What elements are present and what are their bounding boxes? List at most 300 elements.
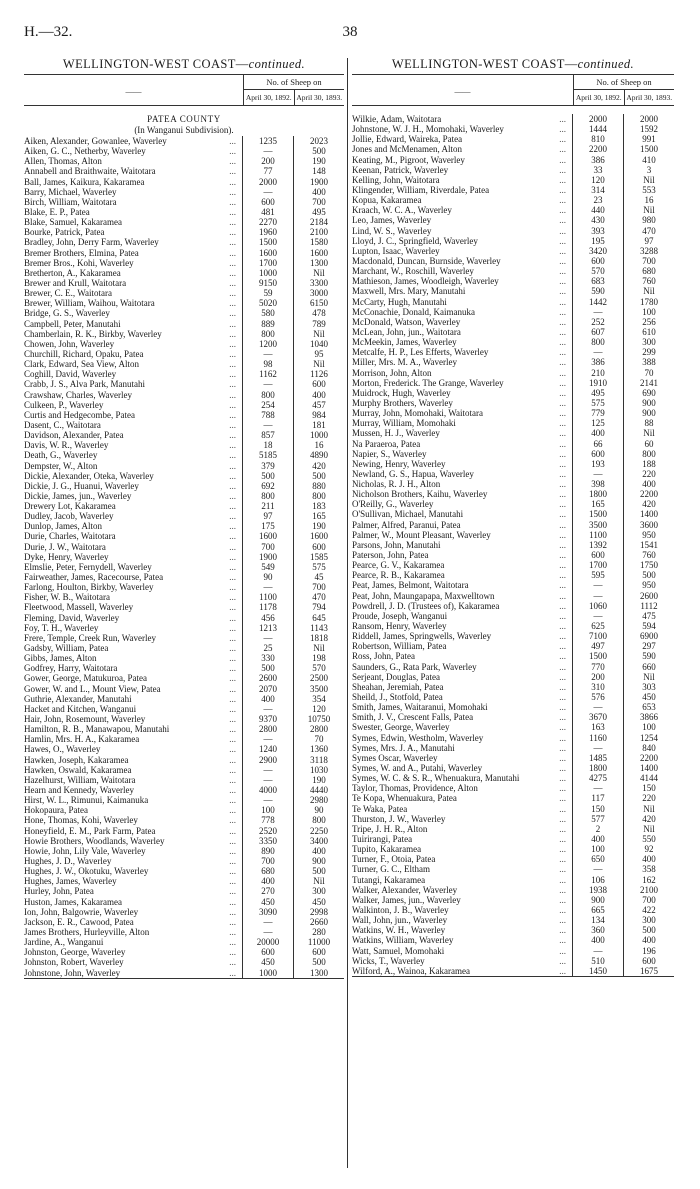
table-header <box>24 75 344 106</box>
table-row <box>352 702 674 712</box>
owner-name: Dasent, C., Waitotara ... <box>24 420 242 430</box>
sheep-1892: — <box>242 420 293 430</box>
sheep-1893: 148 <box>293 166 344 176</box>
owner-name: Bridge, G. S., Waverley ... <box>24 308 242 318</box>
table-row <box>24 521 344 531</box>
col-1893-header: April 30, 1893. <box>626 93 673 102</box>
sheep-1892: 270 <box>242 886 293 896</box>
table-row <box>352 783 674 793</box>
table-row <box>352 388 674 398</box>
sheep-1892: 2520 <box>242 826 293 836</box>
owner-name: Miller, Mrs. M. A., Waverley ... <box>352 357 572 367</box>
sheep-1893: Nil <box>293 643 344 653</box>
sheep-1892: 580 <box>242 308 293 318</box>
sheep-1892: 18 <box>242 440 293 450</box>
sheep-1893: 1600 <box>293 531 344 541</box>
table-row <box>24 947 344 957</box>
owner-name: Fleming, David, Waverley ... <box>24 613 242 623</box>
table-row <box>24 420 344 430</box>
sheep-1893: 700 <box>623 256 674 266</box>
sheep-1893: 1143 <box>293 623 344 633</box>
sheep-1893: 2141 <box>623 378 674 388</box>
sheep-1893: 70 <box>623 368 674 378</box>
table-row <box>24 450 344 460</box>
sheep-1893: 300 <box>623 337 674 347</box>
owner-name: Godfrey, Harry, Waitotara ... <box>24 663 242 673</box>
table-row <box>24 602 344 612</box>
table-row <box>24 390 344 400</box>
sheep-1892: — <box>572 307 623 317</box>
owner-name: Gadsby, William, Patea ... <box>24 643 242 653</box>
sheep-1893: 840 <box>623 743 674 753</box>
owner-name: Saunders, G., Rata Park, Waverley ... <box>352 662 572 672</box>
sheep-1892: 510 <box>572 956 623 966</box>
sheep-1892: 1060 <box>572 601 623 611</box>
sheep-1892: 549 <box>242 562 293 572</box>
table-row <box>352 205 674 215</box>
table-row <box>352 570 674 580</box>
owner-name: Jones and McMenamen, Alton ... <box>352 144 572 154</box>
table-row <box>24 633 344 643</box>
table-row <box>24 369 344 379</box>
table-row <box>352 337 674 347</box>
sheep-1892: 810 <box>572 134 623 144</box>
sheep-1892: 450 <box>242 957 293 967</box>
owner-name: Turner, G. C., Eltham ... <box>352 864 572 874</box>
table-row <box>24 897 344 907</box>
sheep-1892: — <box>242 927 293 937</box>
table-row <box>24 937 344 947</box>
sheep-1893: 1254 <box>623 733 674 743</box>
sheep-1892: 1800 <box>572 763 623 773</box>
sheep-1893: 2250 <box>293 826 344 836</box>
section-title: PATEA COUNTY <box>147 114 221 124</box>
sheep-1892: 163 <box>572 722 623 732</box>
sheep-1893: 3866 <box>623 712 674 722</box>
sheep-1892: 150 <box>572 804 623 814</box>
sheep-1892: 600 <box>572 256 623 266</box>
owner-name: Lind, W. S., Waverley ... <box>352 226 572 236</box>
owner-name: Tuirirangi, Patea ... <box>352 834 572 844</box>
table-row <box>352 773 674 783</box>
sheep-1892: 570 <box>572 266 623 276</box>
owner-name: Dickie, James, jun., Waverley ... <box>24 491 242 501</box>
group-header: No. of Sheep on <box>574 75 674 90</box>
owner-name: Paterson, John, Patea ... <box>352 550 572 560</box>
sheep-1893: 354 <box>293 694 344 704</box>
sheep-1893: 950 <box>623 530 674 540</box>
sheep-1892: — <box>572 591 623 601</box>
table-row <box>352 175 674 185</box>
owner-name: Maxwell, Mrs. Mary, Manutahi ... <box>352 286 572 296</box>
sheep-1892: 211 <box>242 501 293 511</box>
owner-name: Wicks, T., Waverley ... <box>352 956 572 966</box>
owner-name: Symes Oscar, Waverley ... <box>352 753 572 763</box>
table-row <box>352 925 674 935</box>
table-row <box>352 885 674 895</box>
owner-name: Walker, Alexander, Waverley ... <box>352 885 572 895</box>
table-row <box>24 795 344 805</box>
owner-name: Murray, John, Momohaki, Waitotara ... <box>352 408 572 418</box>
sheep-1892: 577 <box>572 814 623 824</box>
sheep-1892: 195 <box>572 236 623 246</box>
sheep-1893: 1541 <box>623 540 674 550</box>
sheep-1892: 9370 <box>242 714 293 724</box>
owner-name: Tupito, Kakaramea ... <box>352 844 572 854</box>
sheep-1892: 800 <box>572 337 623 347</box>
table-row <box>24 876 344 886</box>
table-row <box>352 398 674 408</box>
sheep-1892: 440 <box>572 205 623 215</box>
table-row <box>352 347 674 357</box>
table-row <box>352 814 674 824</box>
sheep-1893: 2100 <box>623 885 674 895</box>
sheep-1892: 680 <box>242 866 293 876</box>
sheep-1892: 125 <box>572 418 623 428</box>
owner-name: Dyke, Henry, Waverley ... <box>24 552 242 562</box>
sheep-1892: 1700 <box>572 560 623 570</box>
table-row <box>352 286 674 296</box>
sheep-1892: 1100 <box>242 592 293 602</box>
sheep-1892: 500 <box>242 471 293 481</box>
sheep-1893: 4144 <box>623 773 674 783</box>
sheep-1892: — <box>242 765 293 775</box>
owner-name: Johnston, Robert, Waverley ... <box>24 957 242 967</box>
owner-name: Napier, S., Waverley ... <box>352 449 572 459</box>
owner-name: Gower, George, Matukuroa, Patea ... <box>24 673 242 683</box>
owner-name: Hone, Thomas, Kohi, Waverley ... <box>24 815 242 825</box>
sheep-1892: 3420 <box>572 246 623 256</box>
owner-name: Nicholson Brothers, Kaihu, Waverley ... <box>352 489 572 499</box>
owner-name: Lloyd, J. C., Springfield, Waverley ... <box>352 236 572 246</box>
sheep-1893: 2200 <box>623 489 674 499</box>
sheep-1892: 400 <box>572 428 623 438</box>
sheep-1893: 300 <box>623 915 674 925</box>
sheep-1892: 2 <box>572 824 623 834</box>
sheep-1893: 600 <box>623 956 674 966</box>
owner-name: Fleetwood, Massell, Waverley ... <box>24 602 242 612</box>
sheep-1892: 4000 <box>242 785 293 795</box>
sheep-1892: 1500 <box>242 237 293 247</box>
owner-name: Klingender, William, Riverdale, Patea ... <box>352 185 572 195</box>
column-title: WELLINGTON-WEST COAST—continued. <box>62 57 306 71</box>
owner-name: Hamlin, Mrs. H. A., Kakaramea ... <box>24 734 242 744</box>
table-row <box>352 520 674 530</box>
table-row <box>24 957 344 967</box>
table-row <box>352 915 674 925</box>
sheep-1892: 90 <box>242 572 293 582</box>
sheep-1893: 162 <box>623 875 674 885</box>
table-row <box>24 400 344 410</box>
sheep-1893: Nil <box>293 359 344 369</box>
owner-name: Walker, James, jun., Waverley ... <box>352 895 572 905</box>
sheep-1892: 97 <box>242 511 293 521</box>
sheep-1893: 10750 <box>293 714 344 724</box>
sheep-1893: 220 <box>623 469 674 479</box>
owner-name: Morton, Frederick. The Grange, Waverley ... <box>352 378 572 388</box>
table-row <box>352 946 674 956</box>
owner-name: Davidson, Alexander, Patea ... <box>24 430 242 440</box>
table-row <box>352 834 674 844</box>
table-row <box>352 854 674 864</box>
sheep-1892: — <box>242 146 293 156</box>
sheep-1892: — <box>242 917 293 927</box>
owner-name: Johnston, George, Waverley ... <box>24 947 242 957</box>
table-row <box>352 621 674 631</box>
owner-name: Nicholas, R. J. H., Alton ... <box>352 479 572 489</box>
table-row <box>352 266 674 276</box>
sheep-1893: 500 <box>293 471 344 481</box>
owner-name: Dempster, W., Alton ... <box>24 461 242 471</box>
table-row <box>352 185 674 195</box>
sheep-1893: 2660 <box>293 917 344 927</box>
sheep-1893: 2200 <box>623 753 674 763</box>
owner-name: Palmer, Alfred, Paranui, Patea ... <box>352 520 572 530</box>
owner-name: Blake, E. P., Patea ... <box>24 207 242 217</box>
sheep-1893: 700 <box>623 895 674 905</box>
owner-name: Symes, W. C. & S. R., Whenuakura, Manutahi ... <box>352 773 572 783</box>
owner-name: Kraach, W. C. A., Waverley ... <box>352 205 572 215</box>
table-row <box>352 307 674 317</box>
sheep-1893: 590 <box>623 651 674 661</box>
table-row <box>352 357 674 367</box>
sheep-1892: 1100 <box>572 530 623 540</box>
sheep-1893: 420 <box>623 814 674 824</box>
owner-name: Hughes, J. W., Okotuku, Waverley ... <box>24 866 242 876</box>
sheep-1892: 20000 <box>242 937 293 947</box>
sheep-1893: 280 <box>293 927 344 937</box>
sheep-1892: 1162 <box>242 369 293 379</box>
sheep-1893: 6900 <box>623 631 674 641</box>
table-row <box>352 428 674 438</box>
sheep-1892: 386 <box>572 357 623 367</box>
sheep-1893: 1400 <box>623 763 674 773</box>
sheep-1892: 3350 <box>242 836 293 846</box>
sheep-1893: 2000 <box>623 114 674 124</box>
sheep-1892: 120 <box>572 175 623 185</box>
table-row <box>352 418 674 428</box>
sheep-1892: — <box>242 633 293 643</box>
sheep-1893: 1580 <box>293 237 344 247</box>
sheep-1892: 889 <box>242 319 293 329</box>
sheep-1893: 645 <box>293 613 344 623</box>
sheep-1892: — <box>572 347 623 357</box>
table-row <box>24 319 344 329</box>
owner-name: Farlong, Houlton, Birkby, Waverley ... <box>24 582 242 592</box>
sheep-1893: 400 <box>293 187 344 197</box>
sheep-1892: 1444 <box>572 124 623 134</box>
sheep-1892: 3500 <box>572 520 623 530</box>
sheep-1892: 1600 <box>242 248 293 258</box>
sheep-1892: 25 <box>242 643 293 653</box>
sheep-1892: 890 <box>242 846 293 856</box>
sheep-1893: 190 <box>293 156 344 166</box>
table-row <box>24 542 344 552</box>
sheep-1893: 3500 <box>293 684 344 694</box>
owner-name: McMeekin, James, Waverley ... <box>352 337 572 347</box>
owner-name: Sheahan, Jeremiah, Patea ... <box>352 682 572 692</box>
table-row <box>24 653 344 663</box>
sheep-1892: 310 <box>572 682 623 692</box>
sheep-1892: 1500 <box>572 509 623 519</box>
sheep-1893: 3600 <box>623 520 674 530</box>
sheep-1892: — <box>572 783 623 793</box>
sheep-1892: 1200 <box>242 339 293 349</box>
sheep-1892: 106 <box>572 875 623 885</box>
table-row <box>24 339 344 349</box>
table-row <box>24 288 344 298</box>
owner-name: Dunlop, James, Alton ... <box>24 521 242 531</box>
sheep-1892: 400 <box>242 876 293 886</box>
table-row <box>352 712 674 722</box>
table-row <box>24 156 344 166</box>
owner-name: Smith, James, Waitaranui, Momohaki ... <box>352 702 572 712</box>
table-row <box>24 349 344 359</box>
sheep-1893: 1300 <box>293 258 344 268</box>
table-row <box>24 197 344 207</box>
sheep-1893: 610 <box>623 327 674 337</box>
sheep-1893: 3300 <box>293 278 344 288</box>
sheep-1892: 800 <box>242 390 293 400</box>
page-header <box>24 24 676 44</box>
owner-name: Chowen, John, Waverley ... <box>24 339 242 349</box>
sheep-1893: 475 <box>623 611 674 621</box>
owner-name: Tutangi, Kakaramea ... <box>352 875 572 885</box>
owner-name: Coghill, David, Waverley ... <box>24 369 242 379</box>
sheep-1892: 1000 <box>242 968 293 978</box>
sheep-1893: 299 <box>623 347 674 357</box>
owner-name: Keating, M., Pigroot, Waverley ... <box>352 155 572 165</box>
sheep-1893: Nil <box>623 804 674 814</box>
table-row <box>352 793 674 803</box>
table-row <box>24 166 344 176</box>
owner-name: Johnstone, John, Waverley ... <box>24 968 242 978</box>
sheep-1892: 692 <box>242 481 293 491</box>
sheep-1892: — <box>242 187 293 197</box>
sheep-1892: 3090 <box>242 907 293 917</box>
table-row <box>352 408 674 418</box>
sheep-1893: 500 <box>293 146 344 156</box>
table-row <box>24 724 344 734</box>
owner-name: Newing, Henry, Waverley ... <box>352 459 572 469</box>
table-row <box>352 124 674 134</box>
owner-name: O'Reilly, G., Waverley ... <box>352 499 572 509</box>
table-row <box>24 187 344 197</box>
table-row <box>24 501 344 511</box>
table-row <box>352 236 674 246</box>
sheep-1893: 6150 <box>293 298 344 308</box>
sheep-1892: 800 <box>242 329 293 339</box>
owner-name: Dickie, J. G., Huanui, Waverley ... <box>24 481 242 491</box>
sheep-1893: Nil <box>293 876 344 886</box>
sheep-1893: 900 <box>623 408 674 418</box>
sheep-1893: 470 <box>623 226 674 236</box>
sheep-1892: 379 <box>242 461 293 471</box>
owner-name: Jollie, Edward, Waireka, Patea ... <box>352 134 572 144</box>
sheep-1892: 134 <box>572 915 623 925</box>
owner-name: Bretherton, A., Kakaramea ... <box>24 268 242 278</box>
owner-name: Aiken, Alexander, Gowanlee, Waverley ... <box>24 136 242 146</box>
table-row <box>24 643 344 653</box>
sheep-1892: 314 <box>572 185 623 195</box>
sheep-1892: 857 <box>242 430 293 440</box>
sheep-1893: 1592 <box>623 124 674 134</box>
sheep-1893: 991 <box>623 134 674 144</box>
table-row <box>24 146 344 156</box>
owner-name: Symes, Edwin, Westholm, Waverley ... <box>352 733 572 743</box>
owner-name: Serjeant, Douglas, Patea ... <box>352 672 572 682</box>
owner-name: Macdonald, Duncan, Burnside, Waverley ... <box>352 256 572 266</box>
sheep-1893: 500 <box>293 866 344 876</box>
table-row <box>352 144 674 154</box>
sheep-1893: 500 <box>623 925 674 935</box>
table-row <box>352 611 674 621</box>
owner-name: Muidrock, Hugh, Waverley ... <box>352 388 572 398</box>
owner-name: Frere, Temple, Creek Run, Waverley ... <box>24 633 242 643</box>
owner-name: Watt, Samuel, Momohaki ... <box>352 946 572 956</box>
owner-name: Hawes, O., Waverley ... <box>24 744 242 754</box>
sheep-1893: 1600 <box>293 248 344 258</box>
table-row <box>352 743 674 753</box>
owner-name: Churchill, Richard, Opaku, Patea ... <box>24 349 242 359</box>
table-row <box>24 471 344 481</box>
table-row <box>24 410 344 420</box>
owner-name: Elmslie, Peter, Fernydell, Waverley ... <box>24 562 242 572</box>
sheep-1893: 980 <box>623 215 674 225</box>
table-row <box>352 864 674 874</box>
sheep-1892: — <box>572 743 623 753</box>
owner-name: Campbell, Peter, Manutahi ... <box>24 319 242 329</box>
owner-name: McConachie, Donald, Kaimanuka ... <box>352 307 572 317</box>
owner-name: Powdrell, J. D. (Trustees of), Kakaramea ... <box>352 601 572 611</box>
owner-name: Culkeen, P., Waverley ... <box>24 400 242 410</box>
sheep-1893: 303 <box>623 682 674 692</box>
sheep-1892: — <box>242 349 293 359</box>
sheep-1893: Nil <box>623 205 674 215</box>
table-row <box>352 591 674 601</box>
owner-name: Symes, Mrs. J. A., Manutahi ... <box>352 743 572 753</box>
owner-name: Dickie, Alexander, Oteka, Waverley ... <box>24 471 242 481</box>
owner-name: Newland, G. S., Hapua, Waverley ... <box>352 469 572 479</box>
owner-name: Pearce, R. B., Kakaramea ... <box>352 570 572 580</box>
sheep-1892: 360 <box>572 925 623 935</box>
sheep-1892: 600 <box>572 550 623 560</box>
table-row <box>24 227 344 237</box>
sheep-1892: 497 <box>572 641 623 651</box>
sheep-1893: 570 <box>293 663 344 673</box>
table-row <box>352 246 674 256</box>
sheep-1892: 393 <box>572 226 623 236</box>
owner-name: Riddell, James, Springwells, Waverley ... <box>352 631 572 641</box>
table-row <box>24 927 344 937</box>
owner-name: Mathieson, James, Woodleigh, Waverley ... <box>352 276 572 286</box>
table-row <box>24 430 344 440</box>
sheep-1893: 495 <box>293 207 344 217</box>
sheep-1892: 2270 <box>242 217 293 227</box>
owner-name: Hazelhurst, William, Waitotara ... <box>24 775 242 785</box>
sheep-1893: Nil <box>623 175 674 185</box>
table-row <box>24 714 344 724</box>
table-row <box>352 631 674 641</box>
sheep-1892: 800 <box>242 491 293 501</box>
table-row <box>24 582 344 592</box>
owner-name: Taylor, Thomas, Providence, Alton ... <box>352 783 572 793</box>
owner-name: Thurston, J. W., Waverley ... <box>352 814 572 824</box>
owner-name: Clark, Edward, Sea View, Alton ... <box>24 359 242 369</box>
group-header: No. of Sheep on <box>244 75 344 90</box>
owner-name: Barry, Michael, Waverley ... <box>24 187 242 197</box>
owner-name: Hawken, Joseph, Kakaramea ... <box>24 755 242 765</box>
